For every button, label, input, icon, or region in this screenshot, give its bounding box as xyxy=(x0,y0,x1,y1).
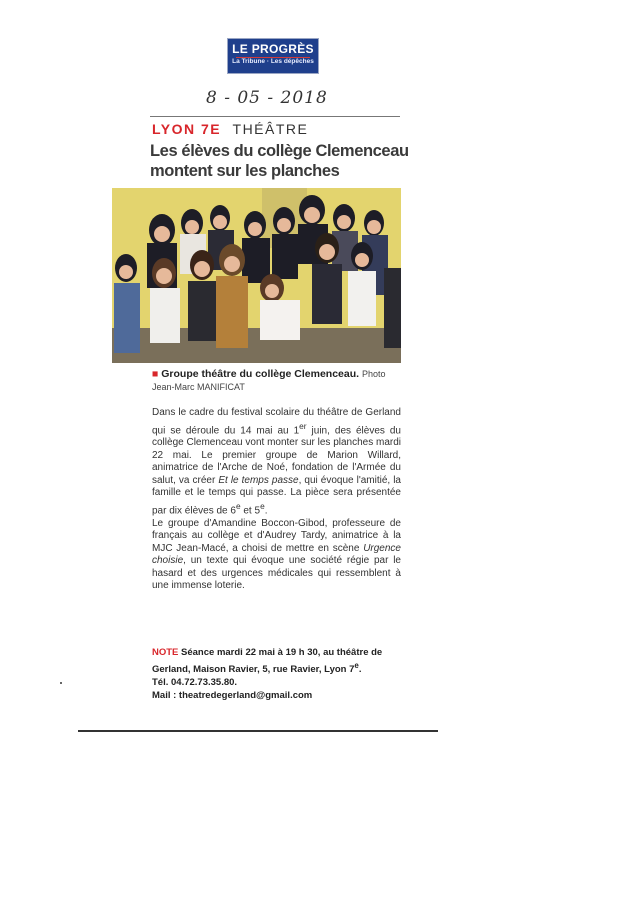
group-photo xyxy=(112,188,401,363)
photo-caption xyxy=(152,368,402,394)
newspaper-tagline: La Tribune · Les dépêches xyxy=(232,58,314,65)
body-sup: er xyxy=(299,420,307,431)
photo-credit: Photo Jean-Marc MANIFICAT xyxy=(152,369,386,392)
article-note xyxy=(152,646,401,702)
body-sup: e xyxy=(260,500,265,511)
caption-title: Groupe théâtre du collège Clemenceau. xyxy=(161,368,360,380)
body-paragraph-2 xyxy=(152,518,401,593)
top-rule xyxy=(150,116,400,117)
play-title: Urgence choisie xyxy=(152,542,401,567)
article-body xyxy=(152,407,401,593)
body-sup: e xyxy=(235,500,241,511)
body-text: Dans le cadre du festival scolaire du théâtre de Gerland qui se déroule du 14 mai au 1 xyxy=(152,407,401,436)
article-headline: Les élèves du collège Clemenceau montent sur les planches xyxy=(150,142,409,180)
mail-address: Mail : theatredegerland@gmail.com xyxy=(152,690,313,702)
group-photo-illustration xyxy=(112,188,401,363)
kicker-city: LYON 7E xyxy=(152,121,222,137)
body-text: . xyxy=(264,505,268,517)
newspaper-logo xyxy=(227,38,319,74)
body-text: , qui évoque l'amitié, la famille et le temps qui passe. La pièce sera présentée par dix élèves de 6 xyxy=(152,474,401,517)
kicker-category: THÉÂTRE xyxy=(232,121,309,137)
note-text: Séance mardi 22 mai à 19 h 30, au théâtre de Gerland, Maison Ravier, 5, rue Ravier, Lyon 7 xyxy=(152,647,383,676)
phone-number: Tél. 04.72.73.35.80. xyxy=(152,677,238,689)
caption-bullet-icon: ■ xyxy=(152,368,159,380)
body-text: et 5 xyxy=(240,505,261,517)
body-text: Le groupe d'Amandine Boccon-Gibod, professeure de français au collège et d'Audrey Tardy, animatrice à la MJC Jean-Macé, a choisi de mettre en scène xyxy=(152,517,401,554)
newspaper-name: LE PROGRÈS xyxy=(232,42,314,56)
bottom-rule xyxy=(78,730,438,732)
handwritten-date: 8 - 05 - 2018 xyxy=(206,88,328,108)
body-text: , un texte qui évoque une société régie par le hasard et des urgences médicales qui ressemblent à une immense loterie. xyxy=(152,555,401,592)
scan-speck xyxy=(60,682,62,684)
note-label: NOTE xyxy=(152,647,179,658)
body-paragraph-1 xyxy=(152,407,401,518)
body-text: juin, des élèves du collège Clemenceau vont monter sur les planches mardi 22 mai. Le premier groupe de Marion Willard, animatrice de l'Arche de Noé, fondation de l'Armée du salut, va créer xyxy=(152,424,402,486)
logo-divider xyxy=(236,57,310,58)
article-kicker xyxy=(152,121,308,137)
note-sup: e xyxy=(354,661,359,670)
play-title: Et le temps passe xyxy=(218,474,299,486)
note-line: NOTE Séance mardi 22 mai à 19 h 30, au théâtre de Gerland, Maison Ravier, 5, rue Ravier, Lyon 7e. xyxy=(152,647,383,676)
